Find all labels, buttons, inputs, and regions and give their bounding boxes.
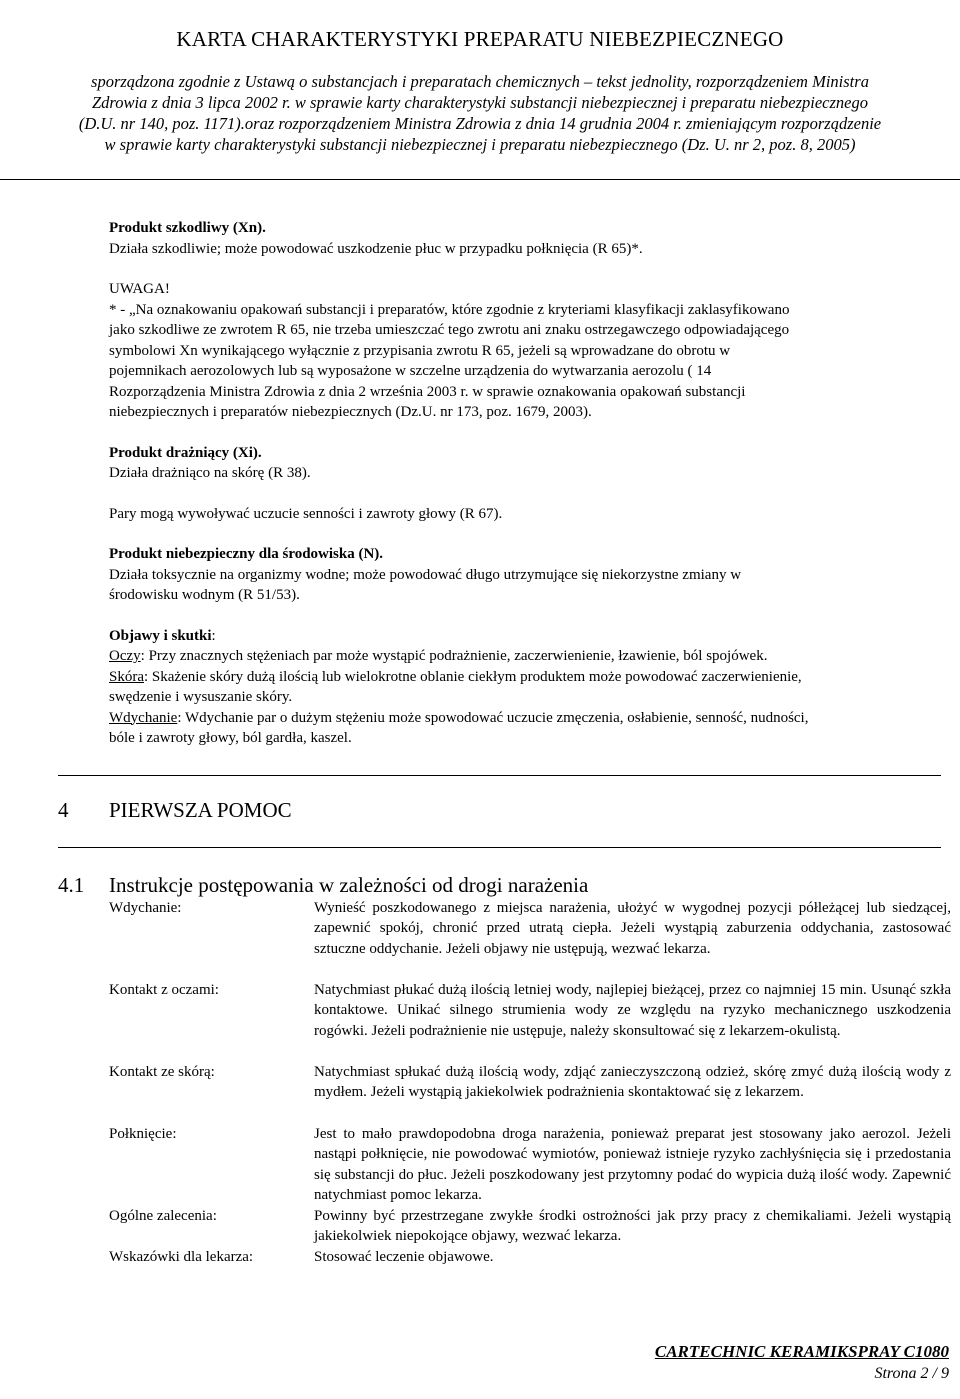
note-line: Rozporządzenia Ministra Zdrowia z dnia 2 września 2003 r. w sprawie oznakowania opakowań substancji — [109, 383, 746, 400]
xi-text: Działa drażniąco na skórę (R 38). — [109, 465, 311, 481]
first-aid-row — [109, 1062, 951, 1124]
first-aid-row — [109, 898, 951, 980]
first-aid-text: Natychmiast spłukać dużą ilością wody, zdjąć zanieczyszczoną odzież, skórę zmyć dużą ilością wody z mydłem. Jeżeli wystąpią jakiekolwiek podrażnienia skontaktować się z lekarzem. — [314, 1064, 951, 1101]
regulation-subtitle — [0, 71, 960, 155]
first-aid-label: Ogólne zalecenia: — [109, 1208, 217, 1224]
first-aid-text: Wynieść poszkodowanego z miejsca narażenia, ułożyć w wygodnej pozycji półleżącej lub siedzącej, zapewnić spokój, chronić przed utratą ciepła. Jeżeli wystąpią zaburzenia oddychania, zastosować sztuczne oddychanie. Jeżeli objawy nie ustępują, wezwać lekarza. — [314, 900, 951, 957]
first-aid-label: Wskazówki dla lekarza: — [109, 1249, 254, 1265]
symptoms-inhalation — [109, 708, 949, 729]
header-divider — [0, 179, 960, 180]
subtitle-line: w sprawie karty charakterystyki substancji niebezpiecznej i preparatu niebezpiecznego (Dz. U. nr 2, poz. 8, 2005) — [104, 135, 856, 154]
symptoms-heading-line — [109, 626, 949, 647]
xn-heading: Produkt szkodliwy (Xn). — [109, 220, 266, 236]
first-aid-label: Kontakt ze skórą: — [109, 1064, 215, 1080]
subtitle-line: (D.U. nr 140, poz. 1171).oraz rozporządzeniem Ministra Zdrowia z dnia 14 grudnia 2004 r. zmieniającym rozporządzenie — [78, 114, 882, 133]
inhalation-text: : Wdychanie par o dużym stężeniu może spowodować uczucie zmęczenia, osłabienie, senność, nudności, — [177, 709, 809, 726]
skin-text-cont: swędzenie i wysuszanie skóry. — [109, 689, 293, 705]
note-line: jako szkodliwe ze zwrotem R 65, nie trzeba umieszczać tego zwrotu ani znaku ostrzegawczego odpowiadającego — [109, 322, 790, 338]
first-aid-table — [109, 898, 951, 1268]
first-aid-label: Połknięcie: — [109, 1126, 177, 1142]
note-line: niebezpiecznych i preparatów niebezpiecznych (Dz.U. nr 173, poz. 1679, 2003). — [109, 404, 592, 420]
note-line: * - „Na oznakowaniu opakowań substancji i preparatów, które zgodnie z kryteriami klasyfikacji zaklasyfikowano — [109, 301, 790, 318]
symptoms-heading: Objawy i skutki — [109, 627, 212, 644]
inhalation-text-cont: bóle i zawroty głowy, ból gardła, kaszel. — [109, 730, 352, 746]
n-text-line: Działa toksycznie na organizmy wodne; może powodować długo utrzymujące się niekorzystne zmiany w — [109, 566, 742, 583]
skin-text: : Skażenie skóry dużą ilością lub wielokrotne oblanie ciekłym produktem może powodować zaczerwienienie, — [144, 668, 802, 685]
section-4-heading — [58, 798, 292, 823]
first-aid-row — [109, 1206, 951, 1247]
n-heading: Produkt niebezpieczny dla środowiska (N). — [109, 546, 384, 562]
footer-product-name: CARTECHNIC KERAMIKSPRAY C1080 — [654, 1342, 949, 1361]
skin-label: Skóra — [109, 668, 144, 685]
eyes-text: : Przy znacznych stężeniach par może wystąpić podrażnienie, zaczerwienienie, łzawienie, ból spojówek. — [140, 648, 768, 664]
eyes-label: Oczy — [109, 648, 141, 664]
footer-page-number: Strona 2 / 9 — [874, 1365, 949, 1382]
first-aid-row — [109, 980, 951, 1062]
symptoms-colon: : — [211, 627, 216, 644]
first-aid-row — [109, 1124, 951, 1206]
subsection-title: Instrukcje postępowania w zależności od drogi narażenia — [109, 873, 589, 897]
subsection-number: 4.1 — [58, 873, 85, 897]
inhalation-label: Wdychanie — [109, 709, 178, 726]
subtitle-line: Zdrowia z dnia 3 lipca 2002 r. w sprawie karty charakterystyki substancji niebezpiecznej i preparatu niebezpiecznego — [91, 93, 868, 112]
first-aid-text: Powinny być przestrzegane zwykłe środki ostrożności jak przy pracy z chemikaliami. Jeżeli wystąpią jakiekolwiek niepokojące objawy, wezwać lekarza. — [314, 1208, 951, 1245]
document-title: KARTA CHARAKTERYSTYKI PREPARATU NIEBEZPIECZNEGO — [176, 27, 784, 51]
note-line: symbolowi Xn wynikającego wyłącznie z przypisania zwrotu R 65, jeżeli są wprowadzane do obrotu w — [109, 342, 731, 359]
section-title: PIERWSZA POMOC — [109, 798, 292, 822]
subsection-4-1-heading — [58, 873, 588, 898]
section-number: 4 — [58, 798, 69, 822]
first-aid-text: Jest to mało prawdopodobna droga narażenia, ponieważ preparat jest stosowany jako aerozol. Jeżeli nastąpi połknięcie, nie powodować wymiotów, ponieważ istnieje ryzyko zachłyśnięcia się i przedostania się substancji do płuc. Jeżeli poszkodowany jest przytomny podać do wypicia dużą ilość wody. Zapewnić natychmiast pomoc lekarza. — [314, 1126, 951, 1203]
symptoms-skin — [109, 667, 949, 688]
first-aid-label: Wdychanie: — [109, 900, 182, 916]
first-aid-row — [109, 1247, 951, 1268]
symptoms-eyes — [109, 646, 949, 667]
n-text-line: środowisku wodnym (R 51/53). — [109, 587, 300, 603]
xn-text: Działa szkodliwie; może powodować uszkodzenie płuc w przypadku połknięcia (R 65)*. — [109, 240, 643, 257]
subtitle-line: sporządzona zgodnie z Ustawą o substancjach i preparatach chemicznych – tekst jednolity, rozporządzeniem Ministra — [91, 72, 869, 91]
xi-heading: Produkt drażniący (Xi). — [109, 444, 262, 461]
first-aid-text: Stosować leczenie objawowe. — [314, 1249, 494, 1265]
first-aid-text: Natychmiast płukać dużą ilością letniej wody, najlepiej bieżącej, przez co najmniej 15 min. Usunąć szkła kontaktowe. Unikać silnego strumienia wody ze względu na ryzyko mechanicznego uszkodzenia rogówki. Jeżeli podrażnienie nie ustępuje, należy skonsultować się z lekarzem-okulistą. — [314, 982, 951, 1039]
document-header — [0, 0, 960, 155]
note-line: pojemnikach aerozolowych lub są wyposażone w szczelne urządzenia do wytwarzania aerozolu ( 14 — [109, 363, 712, 379]
section-divider-top — [58, 775, 941, 776]
note-heading: UWAGA! — [109, 281, 170, 297]
section-divider-bottom — [58, 847, 941, 848]
first-aid-label: Kontakt z oczami: — [109, 982, 219, 998]
r67-text: Pary mogą wywoływać uczucie senności i zawroty głowy (R 67). — [109, 505, 503, 522]
hazards-section — [109, 218, 949, 749]
